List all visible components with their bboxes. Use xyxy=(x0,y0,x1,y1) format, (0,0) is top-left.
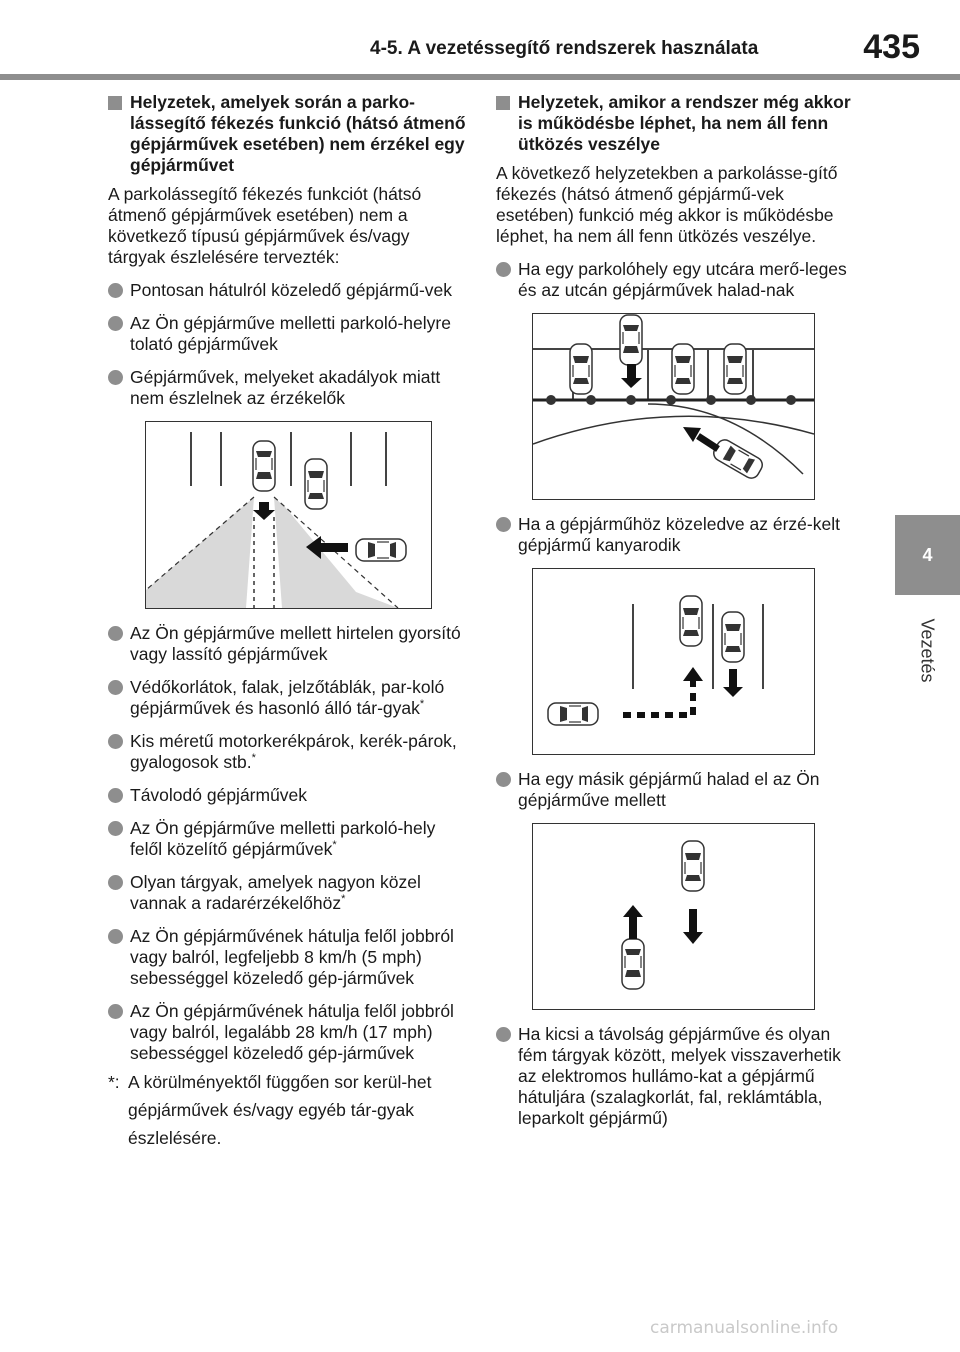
footnote: *: A körülményektől függően sor kerül-het gépjárművek és/vagy egyéb tár-gyak észlelésére. xyxy=(108,1072,432,1148)
down-arrow-icon xyxy=(683,909,703,944)
parked-car xyxy=(680,596,702,646)
list-item: Védőkorlátok, falak, jelzőtáblák, par-koló gépjárművek és hasonló álló tár-gyak* xyxy=(108,677,468,719)
list-item: Ha kicsi a távolság gépjárműve és olyan fém tárgyak között, melyek visszaverhetik az elektromos hullámo-kat a gépjármű hátuljára (szalagkorlát, fal, reklámtábla, leparkolt gépjármű) xyxy=(496,1024,861,1129)
list-item: Ha a gépjárműhöz közeledve az érzé-kelt gépjármű kanyarodik xyxy=(496,514,861,556)
heading-square-icon xyxy=(108,96,122,110)
bullet-dot-icon xyxy=(108,929,123,944)
page-number: 435 xyxy=(863,28,920,66)
bullet-dot-icon xyxy=(108,680,123,695)
list-item: Az Ön gépjárműve melletti parkoló-hely felől közelítő gépjárművek* xyxy=(108,818,468,860)
bullet-dot-icon xyxy=(496,1027,511,1042)
list-item: Pontosan hátulról közeledő gépjármű-vek xyxy=(108,280,468,301)
bullet-dot-icon xyxy=(496,517,511,532)
list-item: Ha egy parkolóhely egy utcára merő-leges és az utcán gépjárművek halad-nak xyxy=(496,259,861,301)
passing-car xyxy=(622,939,644,989)
intro-paragraph: A parkolássegítő fékezés funkciót (hátsó átmenő gépjárművek esetében) nem a következő típusú gépjárművek és/vagy tárgyak észlelésére tervezték: xyxy=(108,184,422,267)
parked-car xyxy=(305,459,327,509)
chapter-tab-label: Vezetés xyxy=(917,617,938,683)
diagonal-arrow-icon xyxy=(683,427,718,449)
list-item: Ha egy másik gépjármű halad el az Ön gépjárműve mellett xyxy=(496,769,861,811)
bullet-dot-icon xyxy=(108,875,123,890)
watermark: carmanualsonline.info xyxy=(650,1318,839,1338)
bullet-dot-icon xyxy=(108,734,123,749)
passing-vehicle-illustration xyxy=(532,823,815,1010)
running-header-title: 4-5. A vezetéssegítő rendszerek használata xyxy=(370,38,759,59)
list-item: Az Ön gépjárműve melletti parkoló-helyre tolató gépjárművek xyxy=(108,313,468,355)
right-column xyxy=(496,92,861,1141)
chapter-tab-number[interactable]: 4 xyxy=(895,515,960,595)
down-arrow-icon xyxy=(723,669,743,697)
list-item: Távolodó gépjárművek xyxy=(108,785,468,806)
own-car xyxy=(253,441,275,491)
list-item: Az Ön gépjárművének hátulja felől jobbról vagy balról, legfeljebb 8 km/h (5 mph) sebességgel közeledő gép-járművek xyxy=(108,926,468,989)
parked-car xyxy=(672,344,694,394)
up-arrow-icon xyxy=(623,905,643,939)
list-item: Gépjárművek, melyeket akadályok miatt nem észlelnek az érzékelők xyxy=(108,367,468,409)
parked-car xyxy=(724,344,746,394)
parking-radar-illustration xyxy=(145,421,432,609)
intro-paragraph: A következő helyzetekben a parkolásse-gítő fékezés (hátsó átmenő gépjármű-vek esetében) funkció még akkor is működésbe léphet, ha nem áll fenn ütközés veszélye. xyxy=(496,163,838,246)
left-detection-zone xyxy=(146,497,254,608)
passing-car xyxy=(711,437,765,481)
bullet-dot-icon xyxy=(496,772,511,787)
parked-car xyxy=(570,344,592,394)
bullet-dot-icon xyxy=(496,262,511,277)
section-heading-not-detected: Helyzetek, amelyek során a parko-lássegítő fékezés funkció (hátsó átmenő gépjárművek esetében) nem érzékel egy gépjárművet xyxy=(108,92,468,176)
header-rule xyxy=(0,74,960,80)
bullet-dot-icon xyxy=(108,316,123,331)
own-car xyxy=(722,612,744,662)
turning-vehicle-illustration xyxy=(532,568,815,755)
list-item: Az Ön gépjárműve mellett hirtelen gyorsító vagy lassító gépjárművek xyxy=(108,623,468,665)
bullet-dot-icon xyxy=(108,283,123,298)
street-traffic-illustration xyxy=(532,313,815,500)
bullet-dot-icon xyxy=(108,821,123,836)
turning-car xyxy=(548,703,598,725)
list-item: Kis méretű motorkerékpárok, kerék-párok, gyalogosok stb.* xyxy=(108,731,468,773)
own-car xyxy=(682,841,704,891)
list-item: Az Ön gépjárművének hátulja felől jobbról vagy balról, legalább 28 km/h (17 mph) sebességgel közeledő gép-járművek xyxy=(108,1001,468,1064)
bullet-dot-icon xyxy=(108,626,123,641)
down-arrow-icon xyxy=(253,502,275,520)
approaching-car xyxy=(356,539,406,561)
list-item: Olyan tárgyak, amelyek nagyon közel vannak a radarérzékelőhöz* xyxy=(108,872,468,914)
bullet-dot-icon xyxy=(108,788,123,803)
left-column xyxy=(108,92,468,1152)
bullet-dot-icon xyxy=(108,370,123,385)
down-arrow-icon xyxy=(621,364,642,388)
own-car xyxy=(620,315,642,365)
section-heading-false-activation: Helyzetek, amikor a rendszer még akkor is működésbe léphet, ha nem áll fenn ütközés veszélye xyxy=(496,92,861,155)
heading-square-icon xyxy=(496,96,510,110)
bullet-dot-icon xyxy=(108,1004,123,1019)
